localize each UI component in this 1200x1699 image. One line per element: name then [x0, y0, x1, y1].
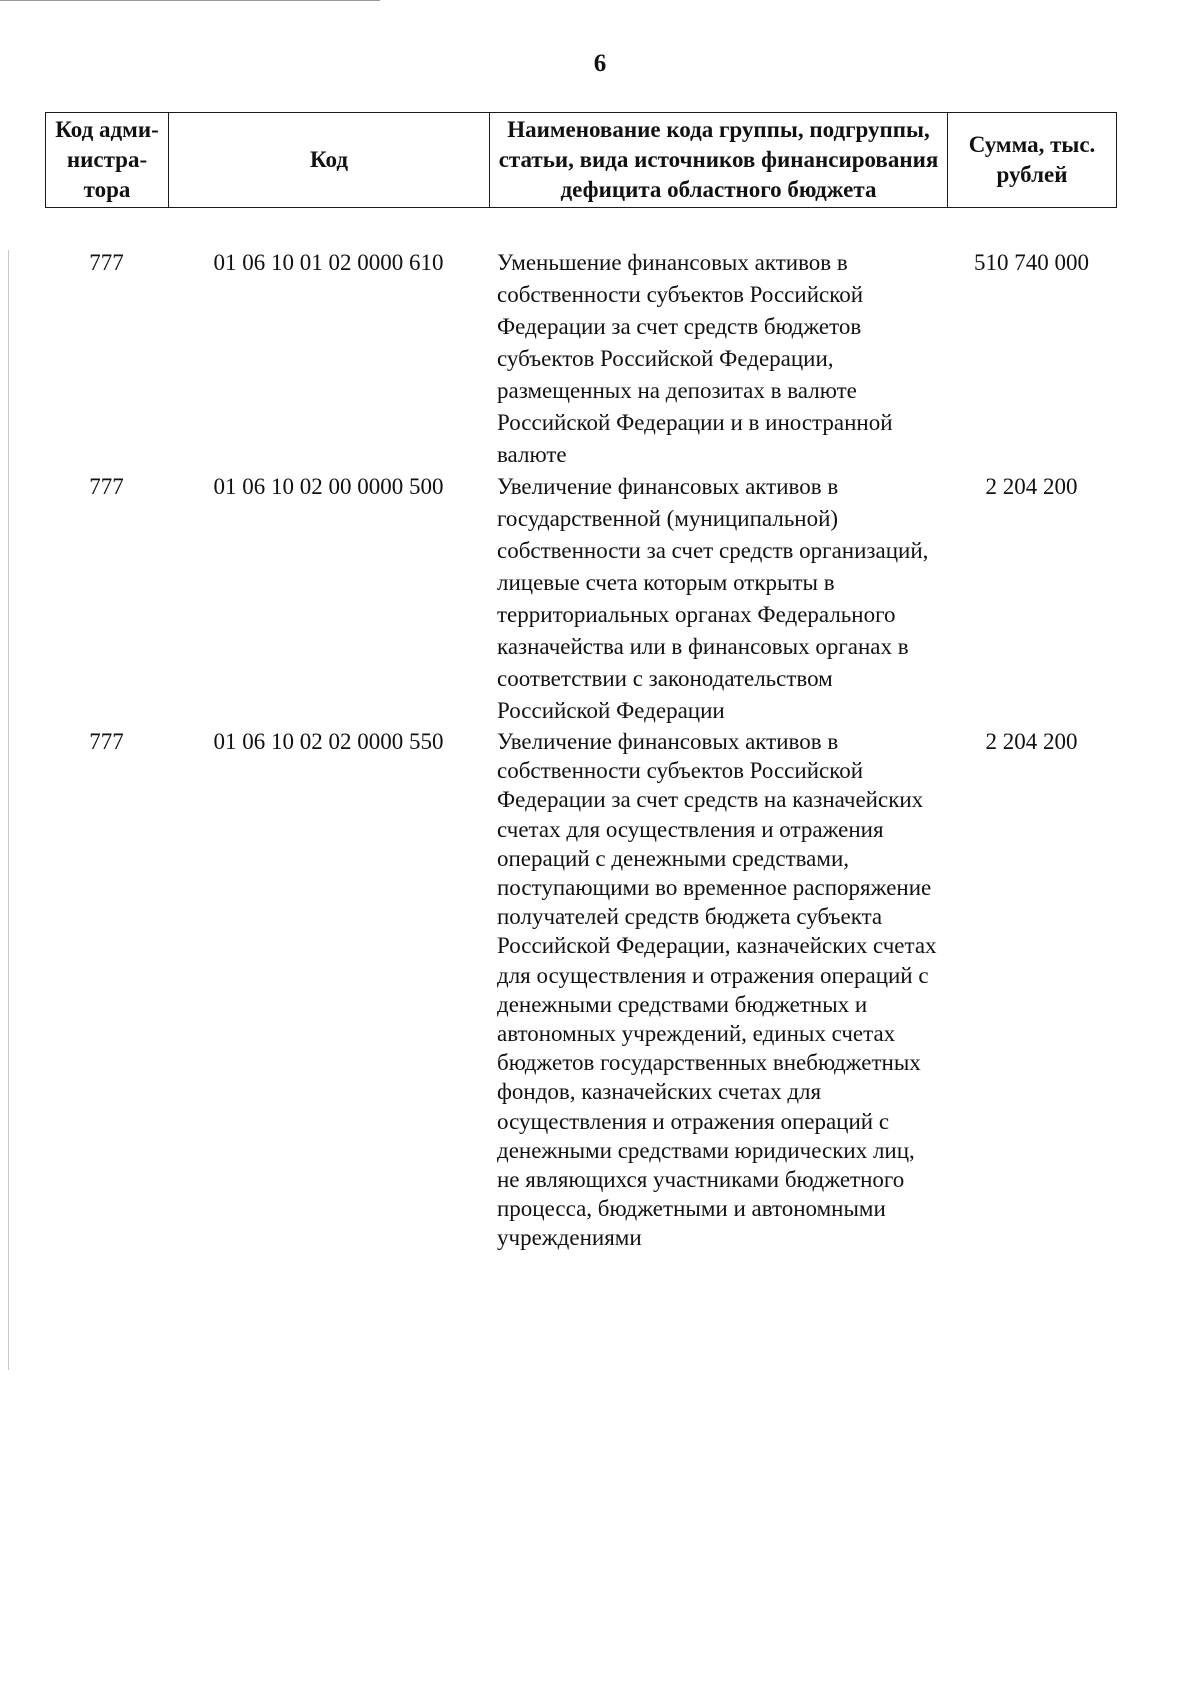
page-number: 6 [593, 50, 607, 77]
cell-sum: 510 740 000 [974, 250, 1089, 275]
table-row [45, 727, 1116, 1253]
cell-admin-code: 777 [89, 474, 124, 499]
cell-admin-code: 777 [89, 250, 124, 275]
cell-sum: 2 204 200 [985, 729, 1078, 754]
header-sum: Сумма, тыс. рублей [948, 113, 1117, 208]
scan-edge-top [0, 0, 380, 1]
cell-code: 01 06 10 02 00 0000 500 [213, 474, 444, 499]
cell-code: 01 06 10 01 02 0000 610 [213, 250, 444, 275]
cell-name: Увеличение финансовых активов в собственности субъектов Российской Федерации за счет средств на казначейских счетах для осуществления и отражения операций с денежными средствами, поступающими во временное распоряжение получателей средств бюджета субъекта Российской Федерации, казначейских счетах для осуществления и отражения операций с денежными средствами бюджетных и автономных учреждений, единых счетах бюджетов государственных внебюджетных фондов, казначейских счетах для осуществления и отражения операций с денежными средствами юридических лиц, не являющихся участниками бюджетного процесса, бюджетными и автономными учреждениями [497, 729, 937, 1251]
cell-code: 01 06 10 02 02 0000 550 [213, 729, 444, 754]
header-row [46, 113, 1117, 208]
cell-name: Увеличение финансовых активов в государственной (муниципальной) собственности за счет средств организаций, лицевые счета которым открыты в территориальных органах Федерального казначейства или в финансовых органах в соответствии с законодательством Российской Федерации [497, 474, 929, 723]
header-admin-code: Код адми-нистра-тора [46, 113, 169, 208]
cell-admin-code: 777 [89, 729, 124, 754]
table-body [45, 247, 1116, 1253]
scan-edge-left [8, 250, 9, 1370]
table-row [45, 247, 1116, 471]
cell-name: Уменьшение финансовых активов в собственности субъектов Российской Федерации за счет средств бюджетов субъектов Российской Федерации, размещенных на депозитах в валюте Российской Федерации и в иностранной валюте [497, 250, 893, 467]
header-name: Наименование кода группы, подгруппы, статьи, вида источников финансирования дефицита областного бюджета [490, 113, 948, 208]
header-code: Код [169, 113, 490, 208]
table-row [45, 471, 1116, 727]
cell-sum: 2 204 200 [985, 474, 1078, 499]
table-header [45, 112, 1117, 208]
